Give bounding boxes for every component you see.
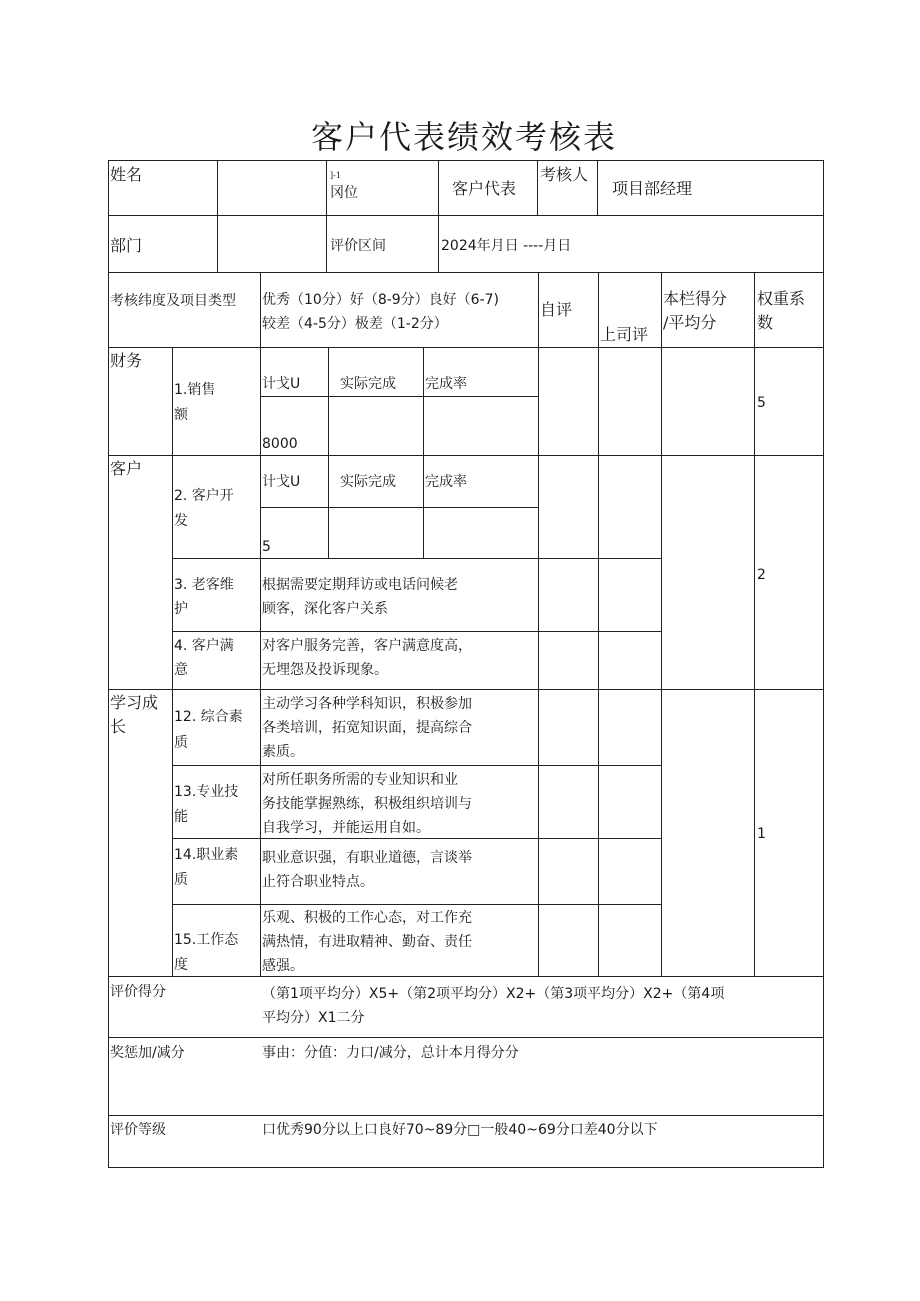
item14-label-2: 质: [174, 872, 188, 888]
rule-row2: [108, 272, 824, 273]
item1-label-2: 额: [174, 407, 188, 423]
item3-label-2: 护: [174, 601, 188, 617]
rule-fin-mid: [260, 396, 538, 397]
name-label: 姓名: [110, 165, 143, 184]
item1-actual: 实际完成: [340, 376, 396, 392]
weight-header-1: 权重系: [757, 289, 806, 308]
assessor-value: 项目部经理: [612, 179, 693, 198]
rule-bonus: [108, 1115, 824, 1116]
post-value: 客户代表: [452, 179, 517, 198]
item4-label-2: 意: [174, 662, 188, 678]
rule-cust-mid: [260, 507, 538, 508]
self-eval-header: 自评: [540, 300, 573, 319]
rule-h-b: [326, 160, 327, 272]
item4-desc-2: 无埋怨及投诉现象。: [262, 662, 388, 678]
rule-cust-a: [172, 558, 661, 559]
item15-desc-3: 感强。: [262, 958, 304, 974]
item12-desc-1: 主动学习各种学科知识，积极参加: [262, 696, 472, 712]
rule-h-e: [597, 160, 598, 215]
rule-right: [823, 160, 824, 1168]
item15-label-1: 15.工作态: [174, 932, 239, 948]
post-label: 冈位: [330, 185, 358, 201]
rule-score: [108, 1037, 824, 1038]
rule-dim-col: [260, 272, 261, 976]
rule-grow-c: [172, 904, 661, 905]
section-growth-1: 学习成: [110, 693, 159, 712]
grade-label: 评价等级: [110, 1122, 166, 1138]
item1-plan: 计戈U: [262, 376, 301, 392]
item14-desc-2: 止符合职业特点。: [262, 874, 374, 890]
rule-grow-a: [172, 765, 661, 766]
item15-desc-2: 满热情，有进取精神、勤奋、责任: [262, 934, 472, 950]
period-label: 评价区间: [330, 238, 386, 254]
period-value: 2024年月日 ----月日: [441, 238, 572, 254]
bonus-text: 事由：分值：力口/减分，总计本月得分分: [262, 1045, 519, 1061]
rule-weight-col: [754, 272, 755, 976]
item14-label-1: 14.职业素: [174, 847, 239, 863]
item1-plan-value: 8000: [262, 436, 298, 452]
bonus-label: 奖惩加/减分: [110, 1045, 185, 1061]
score-formula-1: （第1项平均分）X5+（第2项平均分）X2+（第3项平均分）X2+（第4项: [262, 986, 725, 1002]
item2-actual: 实际完成: [340, 474, 396, 490]
section-finance: 财务: [110, 351, 143, 370]
rule-top: [108, 160, 824, 161]
item12-label-1: 12. 综合素: [174, 709, 243, 725]
rule-item-col: [172, 347, 173, 976]
rule-left: [108, 160, 109, 1168]
item12-label-2: 质: [174, 735, 188, 751]
section-growth-2: 长: [110, 717, 127, 736]
item13-label-1: 13.专业技: [174, 784, 239, 800]
item1-label-1: 1.销售: [174, 382, 216, 398]
scale-line-2: 较差（4-5分）极差（1-2分）: [262, 316, 448, 332]
score-header-2: /平均分: [663, 313, 717, 332]
score-label: 评价得分: [110, 984, 166, 1000]
rule-score-col: [661, 272, 662, 976]
item13-desc-2: 务技能掌握熟练，积极组织培训与: [262, 796, 472, 812]
rule-h-c: [438, 160, 439, 272]
rule-cust-end: [108, 689, 824, 690]
item15-label-2: 度: [174, 957, 188, 973]
item3-desc-2: 顾客，深化客户关系: [262, 601, 388, 617]
rule-grow-end: [108, 976, 824, 977]
rule-header: [108, 347, 824, 348]
grade-text: 口优秀90分以上口良好70~89分□一般40~69分口差40分以下: [262, 1122, 658, 1138]
score-formula-2: 平均分）X1二分: [262, 1010, 365, 1026]
boss-eval-header: 上司评: [600, 325, 649, 344]
item13-desc-3: 自我学习，并能运用自如。: [262, 820, 430, 836]
dimension-header: 考核纬度及项目类型: [110, 293, 236, 309]
assessor-label: 考核人: [540, 165, 589, 184]
item3-desc-1: 根据需要定期拜访或电话问候老: [262, 577, 458, 593]
rule-sub-a: [328, 347, 329, 558]
rule-bottom: [108, 1167, 824, 1168]
item13-label-2: 能: [174, 809, 188, 825]
rule-self-col: [538, 272, 539, 976]
item4-desc-1: 对客户服务完善，客户满意度高，: [262, 638, 472, 654]
growth-weight: 1: [757, 826, 766, 842]
item15-desc-1: 乐观、积极的工作心态，对工作充: [262, 910, 472, 926]
weight-header-2: 数: [757, 313, 774, 332]
item1-rate: 完成率: [425, 376, 467, 392]
item4-label-1: 4. 客户满: [174, 638, 234, 654]
page-title: 客户代表绩效考核表: [310, 118, 617, 156]
item12-desc-2: 各类培训，拓宽知识面，提高综合: [262, 720, 472, 736]
item3-label-1: 3. 老客维: [174, 577, 234, 593]
item12-desc-3: 素质。: [262, 744, 304, 760]
item13-desc-1: 对所任职务所需的专业知识和业: [262, 772, 458, 788]
score-header-1: 本栏得分: [663, 289, 728, 308]
section-customer: 客户: [110, 459, 143, 478]
scale-line-1: 优秀（10分）好（8-9分）良好（6-7): [262, 292, 500, 308]
customer-weight: 2: [757, 567, 766, 583]
rule-row1: [108, 215, 824, 216]
item2-label-1: 2. 客户开: [174, 488, 234, 504]
rule-h-a: [217, 160, 218, 272]
post-mark: ]-1: [330, 171, 341, 180]
item2-plan-value: 5: [262, 539, 271, 555]
rule-fin-end: [108, 455, 824, 456]
item2-rate: 完成率: [425, 474, 467, 490]
finance-weight: 5: [757, 395, 766, 411]
dept-label: 部门: [110, 236, 143, 255]
item2-label-2: 发: [174, 513, 188, 529]
item2-plan: 计戈U: [262, 474, 301, 490]
item14-desc-1: 职业意识强，有职业道德，言谈举: [262, 850, 472, 866]
rule-boss-col: [598, 272, 599, 976]
rule-sub-b: [423, 347, 424, 558]
rule-h-d: [537, 160, 538, 215]
rule-cust-b: [172, 631, 661, 632]
